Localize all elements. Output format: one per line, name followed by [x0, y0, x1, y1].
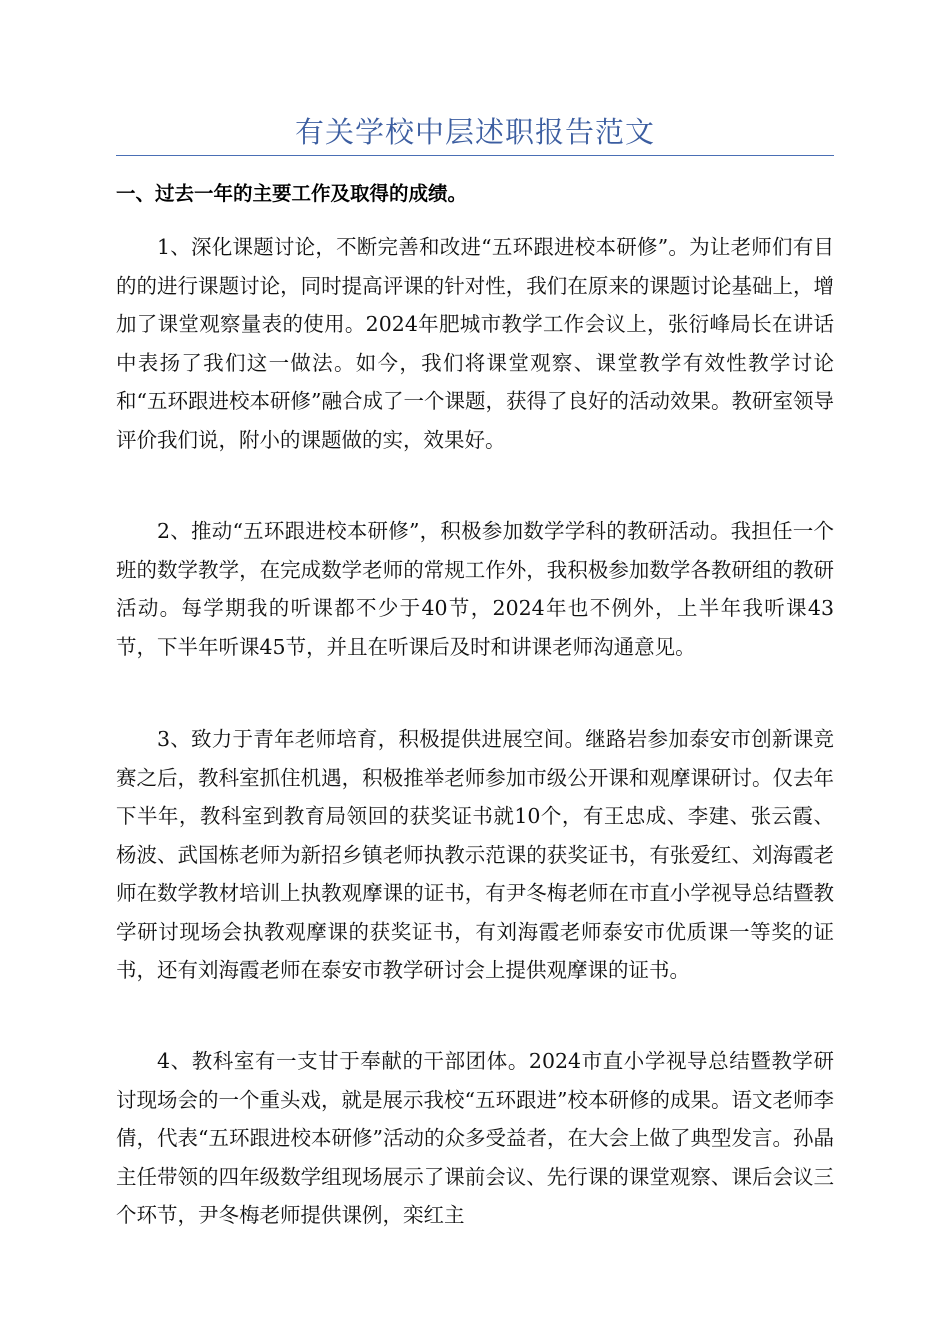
paragraph-2: 2、推动“五环跟进校本研修”，积极参加数学学科的教研活动。我担任一个班的数学教学，在完成数学老师的常规工作外，我积极参加数学各教研组的教研活动。每学期我的听课都不少于40节，2024年也不例外，上半年我听课43节，下半年听课45节，并且在听课后及时和讲课老师沟通意见。 — [116, 519, 834, 659]
title-underline — [116, 155, 834, 156]
paragraph-4: 4、教科室有一支甘于奉献的干部团体。2024市直小学视导总结暨教学研讨现场会的一个重头戏，就是展示我校“五环跟进”校本研修的成果。语文老师李倩，代表“五环跟进校本研修”活动的众多受益者，在大会上做了典型发言。孙晶主任带领的四年级数学组现场展示了课前会议、先行课的课堂观察、课后会议三个环节，尹冬梅老师提供课例，栾红主 — [116, 1049, 834, 1227]
section-heading: 一、过去一年的主要工作及取得的成绩。 — [116, 182, 468, 205]
document-title: 有关学校中层述职报告范文 — [294, 115, 655, 149]
paragraph-3: 3、致力于青年老师培育，积极提供进展空间。继路岩参加泰安市创新课竞赛之后，教科室抓住机遇，积极推举老师参加市级公开课和观摩课研讨。仅去年下半年，教科室到教育局领回的获奖证书就10个，有王忠成、李建、张云霞、杨波、武国栋老师为新招乡镇老师执教示范课的获奖证书，有张爱红、刘海霞老师在数学教材培训上执教观摩课的证书，有尹冬梅老师在市直小学视导总结暨教学研讨现场会执教观摩课的获奖证书，有刘海霞老师泰安市优质课一等奖的证书，还有刘海霞老师在泰安市教学研讨会上提供观摩课的证书。 — [116, 727, 834, 982]
paragraph-1: 1、深化课题讨论，不断完善和改进“五环跟进校本研修”。为让老师们有目的的进行课题讨论，同时提高评课的针对性，我们在原来的课题讨论基础上，增加了课堂观察量表的使用。2024年肥城市教学工作会议上，张衍峰局长在讲话中表扬了我们这一做法。如今，我们将课堂观察、课堂教学有效性教学讨论和“五环跟进校本研修”融合成了一个课题，获得了良好的活动效果。教研室领导评价我们说，附小的课题做的实，效果好。 — [116, 235, 834, 452]
